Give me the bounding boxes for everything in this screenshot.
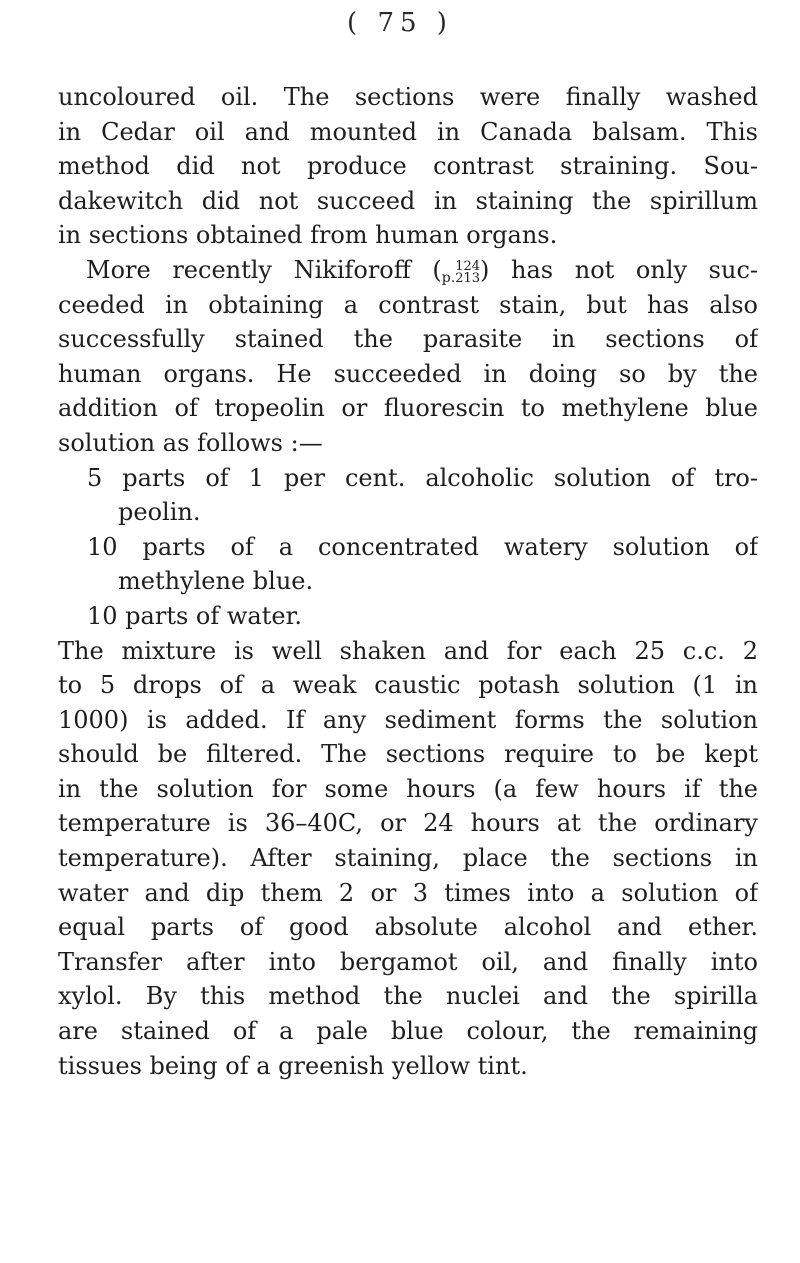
reference-sub: 213: [455, 270, 481, 286]
text-line-9: human organs. He succeeded in doing so by the: [58, 359, 758, 388]
text-line-25: equal parts of good absolute alcohol and ether.: [58, 913, 758, 942]
text-line-23: temperature). After staining, place the sections in: [58, 844, 758, 873]
page-number: ( 75 ): [347, 8, 453, 38]
recipe-item-1: 5 parts of 1 per cent. alcoholic solution of tro-: [87, 463, 758, 492]
reference-prefix: More recently Nikiforoff (: [86, 255, 442, 284]
text-line-29: tissues being of a greenish yellow tint.: [58, 1051, 528, 1080]
text-line-7: ceeded in obtaining a contrast stain, but has also: [58, 290, 758, 319]
text-line-17: The mixture is well shaken and for each 25 c.c. 2: [58, 636, 758, 665]
text-line-5: in sections obtained from human organs.: [58, 221, 558, 250]
recipe-item-2: 10 parts of a concentrated watery solution of: [87, 532, 758, 561]
text-line-24: water and dip them 2 or 3 times into a solution of: [58, 878, 758, 907]
text-line-19: 1000) is added. If any sediment forms the solution: [58, 705, 758, 734]
reference-page-label: p.: [441, 269, 456, 286]
text-line-11: solution as follows :—: [58, 428, 323, 457]
text-line-27: xylol. By this method the nuclei and the spirilla: [58, 982, 758, 1011]
text-line-28: are stained of a pale blue colour, the remaining: [58, 1017, 758, 1046]
text-line-4: dakewitch did not succeed in staining the spirillum: [58, 186, 758, 215]
text-line-26: Transfer after into bergamot oil, and finally into: [58, 947, 758, 976]
text-line-21: in the solution for some hours (a few hours if the: [58, 774, 758, 803]
text-line-1: uncoloured oil. The sections were finally washed: [58, 83, 758, 111]
text-line-20: should be filtered. The sections require to be kept: [58, 740, 758, 769]
recipe-item-2-cont: methylene blue.: [118, 567, 314, 596]
text-line-18: to 5 drops of a weak caustic potash solution (1 in: [58, 671, 758, 700]
reference-sup: 124: [455, 258, 481, 274]
recipe-item-1-cont: peolin.: [118, 498, 201, 527]
text-line-3: method did not produce contrast straining. Sou-: [58, 152, 758, 181]
text-line-6: [58, 253, 758, 288]
recipe-item-3: 10 parts of water.: [87, 601, 303, 630]
text-line-10: addition of tropeolin or fluorescin to methylene blue: [58, 394, 758, 423]
text-line-8: successfully stained the parasite in sections of: [58, 325, 758, 354]
body-text: [58, 80, 758, 1083]
text-line-2: in Cedar oil and mounted in Canada balsam. This: [58, 117, 758, 146]
reference-fraction: [455, 258, 481, 286]
text-line-22: temperature is 36–40C, or 24 hours at the ordinary: [58, 809, 758, 838]
reference-suffix: ) has not only suc-: [480, 255, 758, 284]
